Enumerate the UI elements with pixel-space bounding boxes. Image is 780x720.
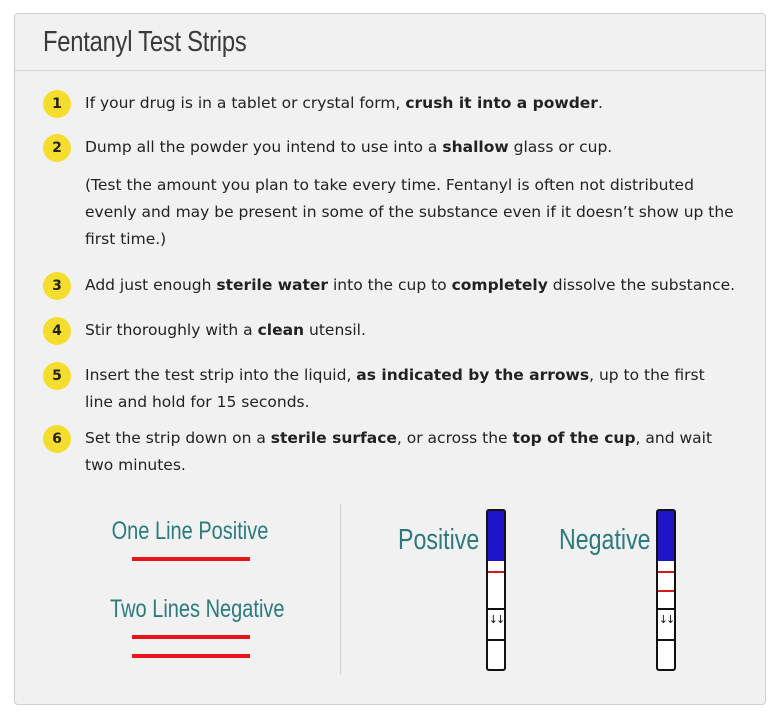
- test-line: [658, 590, 674, 592]
- handle-line: [658, 639, 674, 641]
- step-text: If your drug is in a tablet or crystal form, crush it into a powder.: [85, 94, 603, 112]
- step-number-badge: 4: [43, 317, 71, 345]
- step-text: Stir thoroughly with a clean utensil.: [85, 321, 366, 339]
- step-text: Dump all the powder you intend to use into a shallow glass or cup.: [85, 138, 613, 156]
- test-line: [488, 571, 504, 573]
- positive-test-strip: [486, 509, 506, 671]
- divider: [340, 504, 341, 674]
- step-text: Add just enough sterile water into the cup to completely dissolve the substance.: [85, 276, 736, 294]
- step-2-note: (Test the amount you plan to take every time. Fentanyl is often not distributed evenly and may be present in some of the substance even if it doesn’t show up the first time.): [85, 176, 734, 248]
- single-red-line: [132, 557, 250, 561]
- one-line-positive-label: One Line Positive: [111, 517, 269, 545]
- card-title: Fentanyl Test Strips: [43, 26, 247, 58]
- card-header: [15, 14, 765, 71]
- fentanyl-test-strips-card: [14, 13, 766, 705]
- negative-test-strip: [656, 509, 676, 671]
- dip-arrows-icon: ↓↓: [658, 613, 674, 626]
- control-line: [658, 571, 674, 573]
- red-line-top: [132, 635, 250, 639]
- step-text: Insert the test strip into the liquid, as indicated by the arrows, up to the first line and hold for 15 seconds.: [85, 366, 705, 411]
- step-number-badge: 6: [43, 425, 71, 453]
- step-text: Set the strip down on a sterile surface, or across the top of the cup, and wait two minutes.: [85, 429, 713, 474]
- step-number-badge: 1: [43, 90, 71, 118]
- strip-blue-end: [658, 511, 674, 561]
- dip-arrows-icon: ↓↓: [488, 613, 504, 626]
- red-line-bottom: [132, 654, 250, 658]
- step-number-badge: 5: [43, 362, 71, 390]
- dip-line: [658, 608, 674, 610]
- dip-line: [488, 608, 504, 610]
- handle-line: [488, 639, 504, 641]
- step-number-badge: 2: [43, 134, 71, 162]
- step-number-badge: 3: [43, 272, 71, 300]
- strip-blue-end: [488, 511, 504, 561]
- positive-label: Positive: [398, 524, 480, 556]
- two-lines-negative-label: Two Lines Negative: [110, 595, 285, 623]
- negative-label: Negative: [559, 524, 651, 556]
